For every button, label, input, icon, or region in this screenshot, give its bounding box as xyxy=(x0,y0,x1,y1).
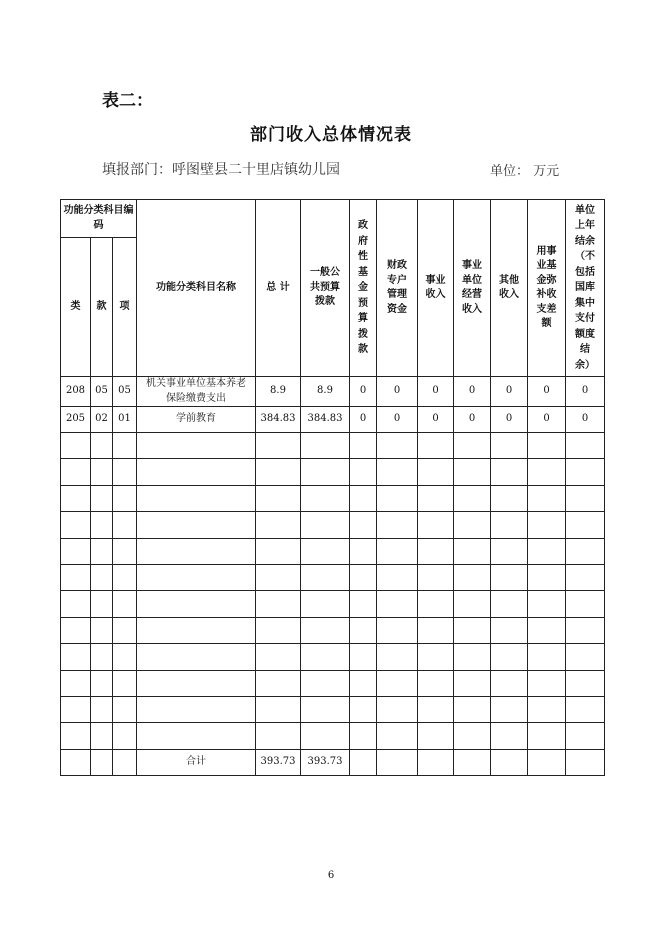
summary-label: 合计 xyxy=(137,749,256,775)
header-xiang: 项 xyxy=(113,238,137,377)
page-number: 6 xyxy=(327,870,335,881)
empty-row xyxy=(61,538,605,564)
empty-row xyxy=(61,433,605,459)
empty-row xyxy=(61,459,605,485)
empty-row xyxy=(61,696,605,722)
empty-row xyxy=(61,591,605,617)
empty-row xyxy=(61,644,605,670)
header-carryover: 单位上年结余（不包括国库集中支付额度结余） xyxy=(566,200,605,377)
revenue-table xyxy=(60,199,605,776)
header-lei: 类 xyxy=(61,238,91,377)
header-reserve-subsidy: 用事业基金弥补收支差额 xyxy=(528,200,566,377)
empty-row xyxy=(61,485,605,511)
header-code-group: 功能分类科目编码 xyxy=(61,200,137,238)
header-general-budget: 一般公共预算拨款 xyxy=(301,200,350,377)
empty-row xyxy=(61,512,605,538)
table-row: 205 02 01 学前教育 384.83 384.83 0 0 0 0 0 0 0 xyxy=(61,407,605,433)
header-fiscal-special: 财政专户管理资金 xyxy=(377,200,418,377)
header-business-income: 事业收入 xyxy=(418,200,454,377)
summary-row xyxy=(61,749,605,775)
header-total: 总 计 xyxy=(256,200,301,377)
header-operating-income: 事业单位经营收入 xyxy=(454,200,491,377)
unit-label: 单位： 万元 xyxy=(490,164,560,179)
header-other-income: 其他收入 xyxy=(491,200,528,377)
header-name: 功能分类科目名称 xyxy=(137,200,256,377)
page-title: 部门收入总体情况表 xyxy=(250,125,412,145)
empty-row xyxy=(61,617,605,643)
empty-row xyxy=(61,670,605,696)
header-gov-fund: 政府性基金预算拨款 xyxy=(350,200,377,377)
table-row: 208 05 05 机关事业单位基本养老保险缴费支出 8.9 8.9 0 0 0 0 0 0 0 xyxy=(61,377,605,407)
table-label: 表二： xyxy=(102,91,153,111)
summary-general: 393.73 xyxy=(301,749,350,775)
reporting-department: 填报部门：呼图壁县二十里店镇幼儿园 xyxy=(102,162,340,178)
header-kuan: 款 xyxy=(91,238,113,377)
summary-total: 393.73 xyxy=(256,749,301,775)
empty-row xyxy=(61,723,605,749)
empty-row xyxy=(61,564,605,590)
